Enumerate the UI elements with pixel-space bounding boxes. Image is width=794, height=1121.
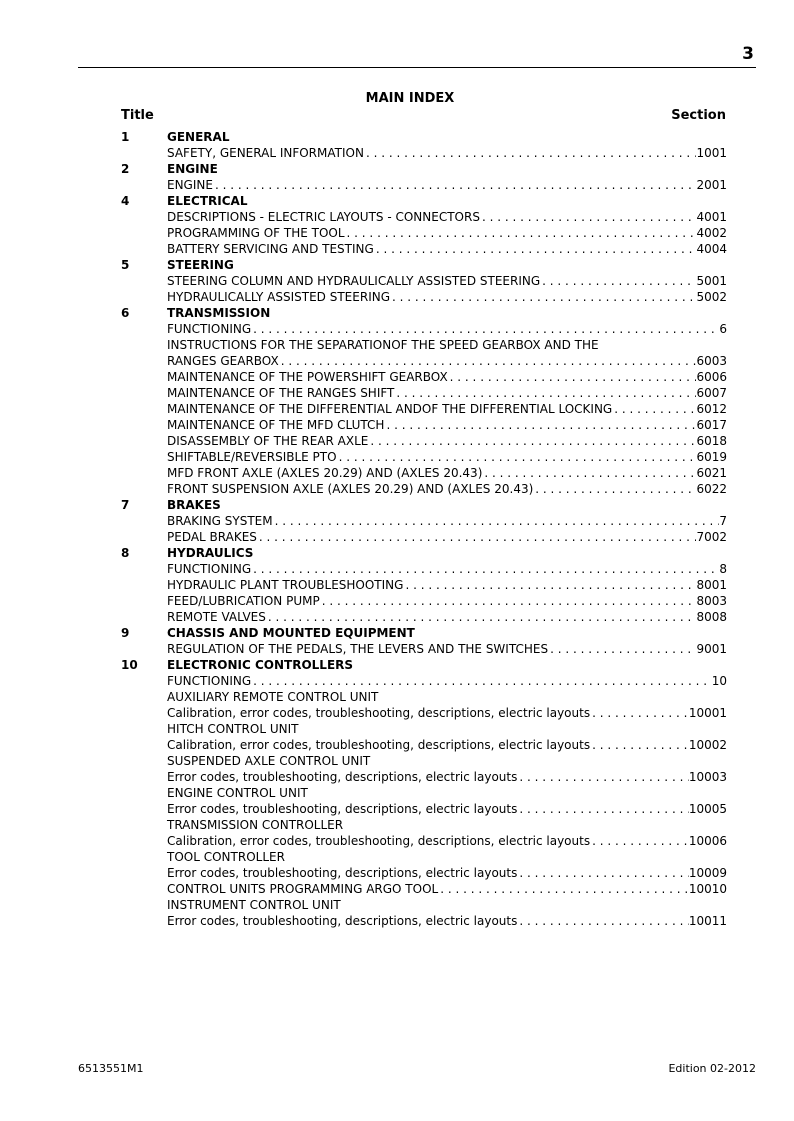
column-header-title: Title (121, 108, 154, 123)
index-entry (121, 673, 727, 689)
chapter-heading (121, 497, 727, 513)
entry-title: HYDRAULICALLY ASSISTED STEERING (167, 290, 391, 304)
entry-section-number: 6 (719, 322, 727, 336)
index-entry (121, 241, 727, 257)
index-subheading: ENGINE CONTROL UNIT (167, 786, 308, 800)
index-entry (121, 177, 727, 193)
chapter-name: ELECTRONIC CONTROLLERS (167, 658, 354, 672)
entry-title: MAINTENANCE OF THE DIFFERENTIAL ANDOF THE DIFFERENTIAL LOCKING (167, 402, 613, 416)
chapter-heading (121, 161, 727, 177)
entry-title: Error codes, troubleshooting, descriptions, electric layouts (167, 914, 518, 928)
entry-title: DESCRIPTIONS - ELECTRIC LAYOUTS - CONNECTORS (167, 210, 480, 224)
entry-title: BRAKING SYSTEM (167, 514, 273, 528)
entry-section-number: 6019 (696, 450, 727, 464)
entry-section-number: 6003 (696, 354, 727, 368)
entry-title: FUNCTIONING (167, 562, 252, 576)
entry-title: CONTROL UNITS PROGRAMMING ARGO TOOL (167, 882, 439, 896)
chapter-heading (121, 545, 727, 561)
chapter-name: BRAKES (167, 498, 221, 512)
dot-leader (251, 321, 719, 337)
entry-title: PEDAL BRAKES (167, 530, 257, 544)
entry-title: MFD FRONT AXLE (AXLES 20.29) AND (AXLES 20.43) (167, 466, 483, 480)
chapter-heading (121, 193, 727, 209)
dot-leader (590, 833, 689, 849)
index-entry (121, 769, 727, 785)
dot-leader (390, 289, 696, 305)
entry-section-number: 10006 (688, 834, 727, 848)
dot-leader (517, 769, 688, 785)
index-entry (121, 513, 727, 529)
dot-leader (394, 385, 696, 401)
entry-title: MAINTENANCE OF THE RANGES SHIFT (167, 386, 395, 400)
index-entry (121, 289, 727, 305)
dot-leader (533, 481, 696, 497)
dot-leader (590, 737, 689, 753)
chapter-heading (121, 257, 727, 273)
entry-section-number: 9001 (696, 642, 727, 656)
index-subheading: AUXILIARY REMOTE CONTROL UNIT (167, 690, 379, 704)
entry-title: MAINTENANCE OF THE MFD CLUTCH (167, 418, 385, 432)
index-entry (121, 641, 727, 657)
dot-leader (403, 577, 696, 593)
dot-leader (368, 433, 696, 449)
entry-section-number: 8 (719, 562, 727, 576)
entry-section-number: 4004 (696, 242, 727, 256)
chapter-name: STEERING (167, 258, 234, 272)
entry-section-number: 6006 (696, 370, 727, 384)
entry-title: ENGINE (167, 178, 213, 192)
dot-leader (517, 865, 688, 881)
index-entry (121, 705, 727, 721)
index-entry (121, 465, 727, 481)
dot-leader (480, 209, 697, 225)
dot-leader (590, 705, 689, 721)
chapter-number: 5 (121, 258, 130, 272)
chapter-name: ELECTRICAL (167, 194, 248, 208)
chapter-heading (121, 657, 727, 673)
chapter-heading (121, 625, 727, 641)
entry-section-number: 8003 (696, 594, 727, 608)
index-subheading: TRANSMISSION CONTROLLER (167, 818, 344, 832)
index-entry (121, 417, 727, 433)
dot-leader (257, 529, 697, 545)
entry-section-number: 8008 (696, 610, 727, 624)
chapter-heading (121, 305, 727, 321)
index-entry (121, 881, 727, 897)
dot-leader (548, 641, 696, 657)
index-entry (121, 529, 727, 545)
index-entry (121, 913, 727, 929)
index-entry (121, 609, 727, 625)
entry-section-number: 10002 (688, 738, 727, 752)
dot-leader (517, 801, 688, 817)
chapter-number: 7 (121, 498, 130, 512)
entry-section-number: 6017 (696, 418, 727, 432)
entry-title: Error codes, troubleshooting, descriptions, electric layouts (167, 802, 518, 816)
index-list (121, 129, 727, 929)
entry-title: MAINTENANCE OF THE POWERSHIFT GEARBOX (167, 370, 448, 384)
chapter-number: 8 (121, 546, 130, 560)
dot-leader (612, 401, 696, 417)
dot-leader (279, 353, 697, 369)
dot-leader (266, 609, 697, 625)
entry-title: FUNCTIONING (167, 322, 252, 336)
entry-section-number: 2001 (696, 178, 727, 192)
index-entry (121, 353, 727, 369)
index-subheading: HITCH CONTROL UNIT (167, 722, 299, 736)
entry-section-number: 4001 (696, 210, 727, 224)
chapter-number: 2 (121, 162, 130, 176)
entry-section-number: 10009 (688, 866, 727, 880)
top-rule (78, 67, 756, 68)
chapter-number: 4 (121, 194, 130, 208)
entry-section-number: 4002 (696, 226, 727, 240)
entry-section-number: 6007 (696, 386, 727, 400)
index-entry (121, 321, 727, 337)
entry-section-number: 5001 (696, 274, 727, 288)
index-entry (121, 833, 727, 849)
entry-section-number: 10005 (688, 802, 727, 816)
entry-title: HYDRAULIC PLANT TROUBLESHOOTING (167, 578, 404, 592)
dot-leader (540, 273, 696, 289)
dot-leader (374, 241, 697, 257)
entry-title: PROGRAMMING OF THE TOOL (167, 226, 345, 240)
chapter-number: 1 (121, 130, 130, 144)
dot-leader (213, 177, 696, 193)
index-subheading: INSTRUMENT CONTROL UNIT (167, 898, 341, 912)
entry-section-number: 6018 (696, 434, 727, 448)
chapter-number: 9 (121, 626, 130, 640)
index-subheading: TOOL CONTROLLER (167, 850, 285, 864)
entry-title: REMOTE VALVES (167, 610, 266, 624)
index-entry (121, 481, 727, 497)
chapter-name: GENERAL (167, 130, 230, 144)
index-subheading: SUSPENDED AXLE CONTROL UNIT (167, 754, 371, 768)
chapter-number: 6 (121, 306, 130, 320)
index-entry (121, 577, 727, 593)
index-entry (121, 401, 727, 417)
entry-title: FRONT SUSPENSION AXLE (AXLES 20.29) AND (AXLES 20.43) (167, 482, 534, 496)
entry-title: Calibration, error codes, troubleshooting, descriptions, electric layouts (167, 738, 591, 752)
dot-leader (364, 145, 697, 161)
page-number: 3 (742, 44, 754, 64)
chapter-name: CHASSIS AND MOUNTED EQUIPMENT (167, 626, 415, 640)
index-entry (121, 737, 727, 753)
dot-leader (448, 369, 697, 385)
entry-section-number: 8001 (696, 578, 727, 592)
entry-title: REGULATION OF THE PEDALS, THE LEVERS AND THE SWITCHES (167, 642, 549, 656)
dot-leader (273, 513, 720, 529)
dot-leader (251, 561, 719, 577)
entry-section-number: 10 (711, 674, 727, 688)
entry-section-number: 6022 (696, 482, 727, 496)
index-entry (121, 449, 727, 465)
dot-leader (384, 417, 696, 433)
entry-title: SAFETY, GENERAL INFORMATION (167, 146, 364, 160)
index-entry (121, 225, 727, 241)
dot-leader (320, 593, 697, 609)
entry-section-number: 5002 (696, 290, 727, 304)
edition-label: Edition 02-2012 (668, 1062, 756, 1075)
index-entry (121, 273, 727, 289)
entry-title: SHIFTABLE/REVERSIBLE PTO (167, 450, 337, 464)
document-code: 6513551M1 (78, 1062, 144, 1075)
chapter-heading (121, 129, 727, 145)
index-entry (121, 561, 727, 577)
column-header-section: Section (671, 108, 726, 123)
entry-section-number: 1001 (696, 146, 727, 160)
dot-leader (337, 449, 697, 465)
entry-section-number: 7 (719, 514, 727, 528)
index-entry (121, 209, 727, 225)
index-entry (121, 865, 727, 881)
dot-leader (251, 673, 712, 689)
entry-title: FUNCTIONING (167, 674, 252, 688)
entry-title: FEED/LUBRICATION PUMP (167, 594, 320, 608)
entry-section-number: 6021 (696, 466, 727, 480)
entry-title: Error codes, troubleshooting, descriptions, electric layouts (167, 866, 518, 880)
entry-title: BATTERY SERVICING AND TESTING (167, 242, 374, 256)
dot-leader (482, 465, 696, 481)
index-entry (121, 385, 727, 401)
index-entry (121, 593, 727, 609)
entry-title: RANGES GEARBOX (167, 354, 279, 368)
dot-leader (345, 225, 697, 241)
entry-title: Calibration, error codes, troubleshooting, descriptions, electric layouts (167, 834, 591, 848)
entry-section-number: 10010 (688, 882, 727, 896)
entry-section-number: 10001 (688, 706, 727, 720)
chapter-name: TRANSMISSION (167, 306, 271, 320)
index-entry (121, 433, 727, 449)
chapter-name: HYDRAULICS (167, 546, 254, 560)
entry-title: DISASSEMBLY OF THE REAR AXLE (167, 434, 369, 448)
index-subheading: INSTRUCTIONS FOR THE SEPARATIONOF THE SPEED GEARBOX AND THE (167, 338, 599, 352)
chapter-name: ENGINE (167, 162, 218, 176)
entry-title: STEERING COLUMN AND HYDRAULICALLY ASSISTED STEERING (167, 274, 541, 288)
index-entry (121, 801, 727, 817)
entry-title: Calibration, error codes, troubleshooting, descriptions, electric layouts (167, 706, 591, 720)
page-title: MAIN INDEX (365, 91, 455, 106)
dot-leader (438, 881, 689, 897)
dot-leader (517, 913, 688, 929)
index-entry (121, 369, 727, 385)
entry-title: Error codes, troubleshooting, descriptions, electric layouts (167, 770, 518, 784)
entry-section-number: 6012 (696, 402, 727, 416)
entry-section-number: 7002 (696, 530, 727, 544)
index-entry (121, 145, 727, 161)
entry-section-number: 10011 (688, 914, 727, 928)
entry-section-number: 10003 (688, 770, 727, 784)
chapter-number: 10 (121, 658, 138, 672)
